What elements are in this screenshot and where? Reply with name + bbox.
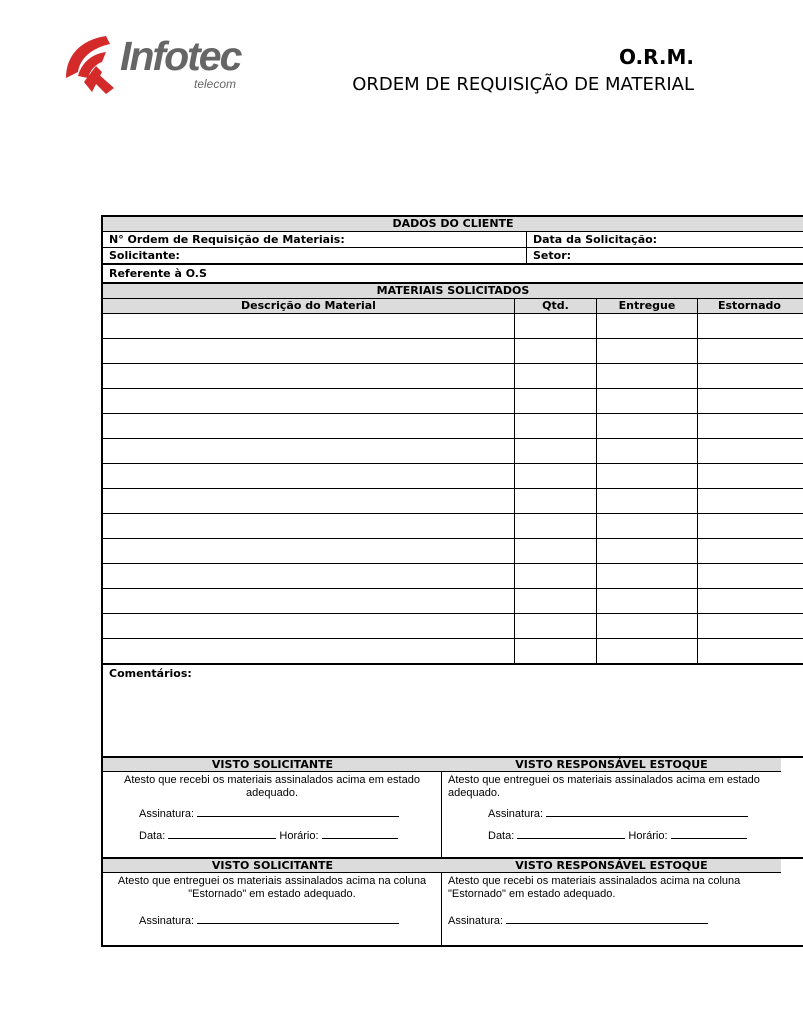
entregue-cell[interactable]: [597, 539, 698, 563]
entregue-cell[interactable]: [597, 514, 698, 538]
data-solicitacao-field[interactable]: Data da Solicitação:: [533, 233, 658, 246]
descricao-cell[interactable]: [103, 539, 515, 563]
estornado-cell[interactable]: [698, 639, 803, 663]
visto-estoque-text: Atesto que recebi os materiais assinalados acima na coluna "Estornado" em estado adequado.: [448, 875, 741, 900]
material-row: [103, 539, 803, 564]
document-title: ORDEM DE REQUISIÇÃO DE MATERIAL: [352, 74, 694, 95]
estornado-cell[interactable]: [698, 364, 803, 388]
infotec-logo-icon: [62, 32, 122, 96]
material-row: [103, 639, 803, 665]
assinatura-line: [197, 913, 399, 924]
entregue-cell[interactable]: [597, 339, 698, 363]
material-row: [103, 339, 803, 364]
estornado-cell[interactable]: [698, 539, 803, 563]
entregue-cell[interactable]: [597, 439, 698, 463]
descricao-cell[interactable]: [103, 564, 515, 588]
descricao-cell[interactable]: [103, 639, 515, 663]
assinatura-line: [197, 806, 399, 817]
estornado-cell[interactable]: [698, 389, 803, 413]
visto-estoque-1: [442, 758, 803, 857]
setor-field[interactable]: Setor:: [533, 249, 572, 262]
assinatura-label: Assinatura:: [139, 808, 195, 820]
col-entregue: Entregue: [597, 299, 698, 313]
comentarios-label: Comentários:: [109, 667, 192, 680]
assinatura-line: [506, 913, 708, 924]
row-solicitante: [103, 248, 803, 265]
visto-solicitante-1: [103, 758, 442, 857]
visto-block-1: [103, 758, 803, 859]
qtd-cell[interactable]: [515, 439, 597, 463]
estornado-cell[interactable]: [698, 489, 803, 513]
entregue-cell[interactable]: [597, 639, 698, 663]
estornado-cell[interactable]: [698, 339, 803, 363]
qtd-cell[interactable]: [515, 514, 597, 538]
materials-table-header: [103, 299, 803, 314]
comentarios-field[interactable]: [103, 665, 803, 758]
assinatura-label: Assinatura:: [488, 808, 544, 820]
material-row: [103, 464, 803, 489]
estornado-cell[interactable]: [698, 614, 803, 638]
assinatura-line: [546, 806, 748, 817]
descricao-cell[interactable]: [103, 464, 515, 488]
qtd-cell[interactable]: [515, 539, 597, 563]
material-row: [103, 314, 803, 339]
descricao-cell[interactable]: [103, 414, 515, 438]
assinatura-solicitante-2[interactable]: [139, 913, 399, 927]
horario-label: Horário:: [628, 830, 668, 842]
visto-estoque-2: [442, 859, 803, 945]
descricao-cell[interactable]: [103, 389, 515, 413]
visto-solicitante-text: Atesto que entreguei os materiais assinalados acima na coluna "Estornado" em estado adequado.: [117, 875, 427, 900]
entregue-cell[interactable]: [597, 364, 698, 388]
row-ordem: [103, 232, 803, 248]
entregue-cell[interactable]: [597, 314, 698, 338]
ordem-field[interactable]: N° Ordem de Requisição de Materiais:: [103, 232, 527, 247]
assinatura-label: Assinatura:: [139, 915, 195, 927]
assinatura-label: Assinatura:: [448, 915, 504, 927]
horario-line: [322, 828, 398, 839]
col-qtd: Qtd.: [515, 299, 597, 313]
material-row: [103, 389, 803, 414]
data-horario-solicitante-1[interactable]: [139, 828, 398, 842]
estornado-cell[interactable]: [698, 439, 803, 463]
col-estornado: Estornado: [718, 299, 781, 312]
qtd-cell[interactable]: [515, 614, 597, 638]
data-line: [168, 828, 276, 839]
material-row: [103, 564, 803, 589]
entregue-cell[interactable]: [597, 389, 698, 413]
data-horario-estoque-1[interactable]: [488, 828, 747, 842]
qtd-cell[interactable]: [515, 564, 597, 588]
estornado-cell[interactable]: [698, 314, 803, 338]
entregue-cell[interactable]: [597, 414, 698, 438]
visto-solicitante-2: [103, 859, 442, 945]
visto-block-2: [103, 859, 803, 945]
material-row: [103, 364, 803, 389]
horario-line: [671, 828, 747, 839]
material-row: [103, 439, 803, 464]
material-row: [103, 414, 803, 439]
material-row: [103, 589, 803, 614]
qtd-cell[interactable]: [515, 414, 597, 438]
qtd-cell[interactable]: [515, 489, 597, 513]
estornado-cell[interactable]: [698, 414, 803, 438]
col-descricao: Descrição do Material: [103, 299, 515, 313]
qtd-cell[interactable]: [515, 389, 597, 413]
horario-label: Horário:: [279, 830, 319, 842]
entregue-cell[interactable]: [597, 464, 698, 488]
requisition-form: [101, 215, 803, 947]
assinatura-solicitante-1[interactable]: [139, 806, 399, 820]
document-code: O.R.M.: [618, 45, 694, 69]
estornado-cell[interactable]: [698, 514, 803, 538]
assinatura-estoque-2[interactable]: [448, 913, 708, 927]
visto-solicitante-text: Atesto que recebi os materiais assinalados acima em estado adequado.: [124, 774, 420, 799]
material-row: [103, 614, 803, 639]
entregue-cell[interactable]: [597, 564, 698, 588]
qtd-cell[interactable]: [515, 589, 597, 613]
visto-estoque-text: Atesto que entreguei os materiais assinalados acima em estado adequado.: [448, 774, 760, 799]
entregue-cell[interactable]: [597, 589, 698, 613]
descricao-cell[interactable]: [103, 339, 515, 363]
descricao-cell[interactable]: [103, 614, 515, 638]
qtd-cell[interactable]: [515, 314, 597, 338]
data-line: [517, 828, 625, 839]
material-row: [103, 489, 803, 514]
logo-wordmark: Infotec: [120, 33, 241, 79]
entregue-cell[interactable]: [597, 614, 698, 638]
visto-estoque-title: VISTO RESPONSÁVEL ESTOQUE: [442, 859, 781, 873]
section-materiais: MATERIAIS SOLICITADOS: [103, 284, 803, 299]
material-row: [103, 514, 803, 539]
logo-subtitle: telecom: [194, 77, 237, 91]
visto-estoque-title: VISTO RESPONSÁVEL ESTOQUE: [442, 758, 781, 772]
descricao-cell[interactable]: [103, 439, 515, 463]
visto-solicitante-title: VISTO SOLICITANTE: [103, 859, 442, 873]
materials-table-body: [103, 314, 803, 665]
qtd-cell[interactable]: [515, 364, 597, 388]
estornado-cell[interactable]: [698, 589, 803, 613]
entregue-cell[interactable]: [597, 489, 698, 513]
estornado-cell[interactable]: [698, 464, 803, 488]
qtd-cell[interactable]: [515, 639, 597, 663]
data-label: Data:: [139, 830, 166, 842]
visto-solicitante-title: VISTO SOLICITANTE: [103, 758, 442, 772]
descricao-cell[interactable]: [103, 514, 515, 538]
descricao-cell[interactable]: [103, 589, 515, 613]
solicitante-field[interactable]: Solicitante:: [103, 248, 527, 263]
descricao-cell[interactable]: [103, 364, 515, 388]
qtd-cell[interactable]: [515, 464, 597, 488]
company-logo: [62, 32, 252, 96]
data-label: Data:: [488, 830, 515, 842]
section-dados-cliente: DADOS DO CLIENTE: [103, 217, 803, 232]
qtd-cell[interactable]: [515, 339, 597, 363]
descricao-cell[interactable]: [103, 314, 515, 338]
assinatura-estoque-1[interactable]: [488, 806, 748, 820]
estornado-cell[interactable]: [698, 564, 803, 588]
referente-os-field[interactable]: Referente à O.S: [103, 265, 803, 284]
descricao-cell[interactable]: [103, 489, 515, 513]
